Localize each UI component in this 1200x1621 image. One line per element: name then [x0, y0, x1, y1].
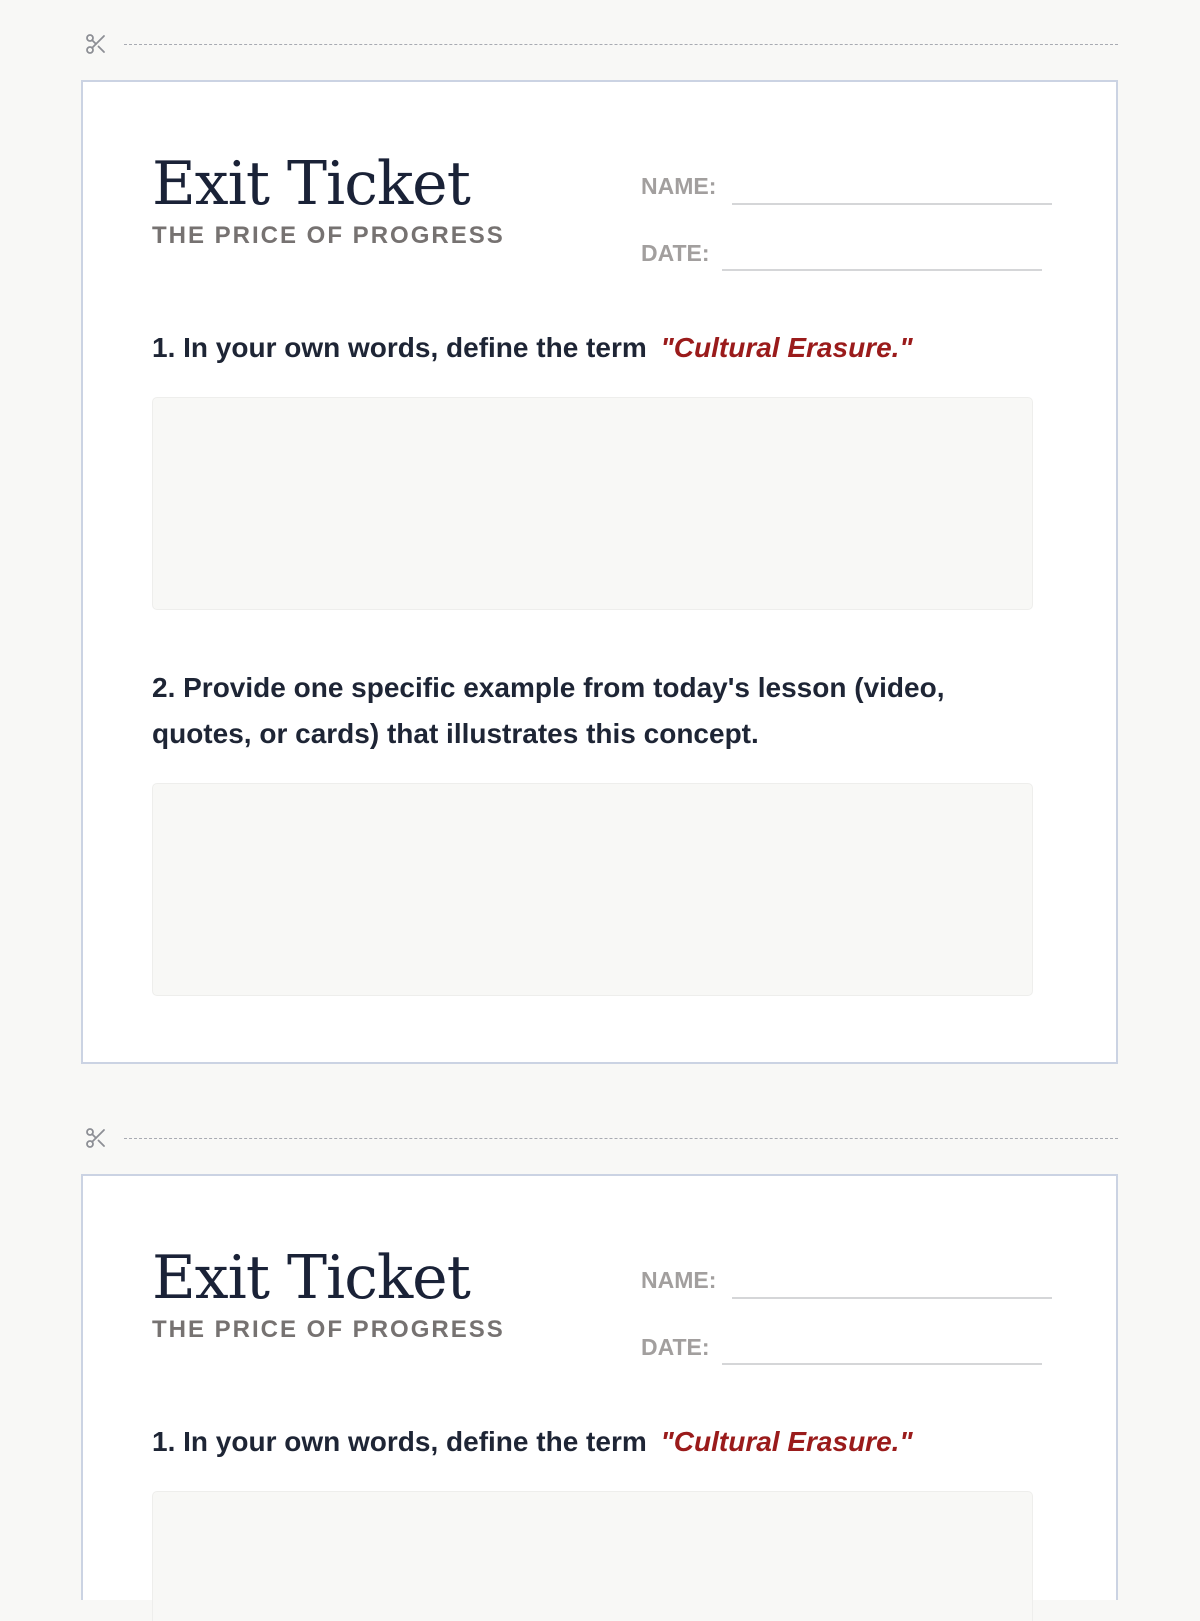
- cut-line: [84, 32, 1118, 56]
- question-1: [152, 325, 1032, 371]
- question-1-term: "Cultural Erasure.": [660, 332, 913, 363]
- answer-box-1[interactable]: [152, 397, 1033, 610]
- date-field[interactable]: [722, 269, 1042, 271]
- question-1-text: 1. In your own words, define the term: [152, 1426, 647, 1457]
- date-label: DATE:: [641, 240, 710, 266]
- question-1-text: 1. In your own words, define the term: [152, 332, 647, 363]
- dashed-divider: [124, 44, 1118, 45]
- dashed-divider: [124, 1138, 1118, 1139]
- ticket-title: Exit Ticket: [152, 149, 470, 219]
- scissors-icon: [84, 32, 108, 56]
- date-field[interactable]: [722, 1363, 1042, 1365]
- name-field[interactable]: [732, 203, 1052, 205]
- ticket-header: [152, 148, 1052, 268]
- question-1-term: "Cultural Erasure.": [660, 1426, 913, 1457]
- exit-ticket-card: [81, 1174, 1118, 1600]
- exit-ticket-card: [81, 80, 1118, 1064]
- ticket-subtitle: THE PRICE OF PROGRESS: [152, 1316, 505, 1343]
- cut-line: [84, 1126, 1118, 1150]
- ticket-subtitle: THE PRICE OF PROGRESS: [152, 222, 505, 249]
- ticket-header: [152, 1242, 1052, 1362]
- date-label: DATE:: [641, 1334, 710, 1360]
- ticket-title: Exit Ticket: [152, 1243, 470, 1313]
- scissors-icon: [84, 1126, 108, 1150]
- question-1: [152, 1419, 1032, 1465]
- answer-box-1[interactable]: [152, 1491, 1033, 1621]
- name-field[interactable]: [732, 1297, 1052, 1299]
- name-label: NAME:: [641, 1267, 717, 1293]
- question-2: 2. Provide one specific example from today's lesson (video, quotes, or cards) that illustrates this concept.: [152, 672, 945, 749]
- name-label: NAME:: [641, 173, 717, 199]
- answer-box-2[interactable]: [152, 783, 1033, 996]
